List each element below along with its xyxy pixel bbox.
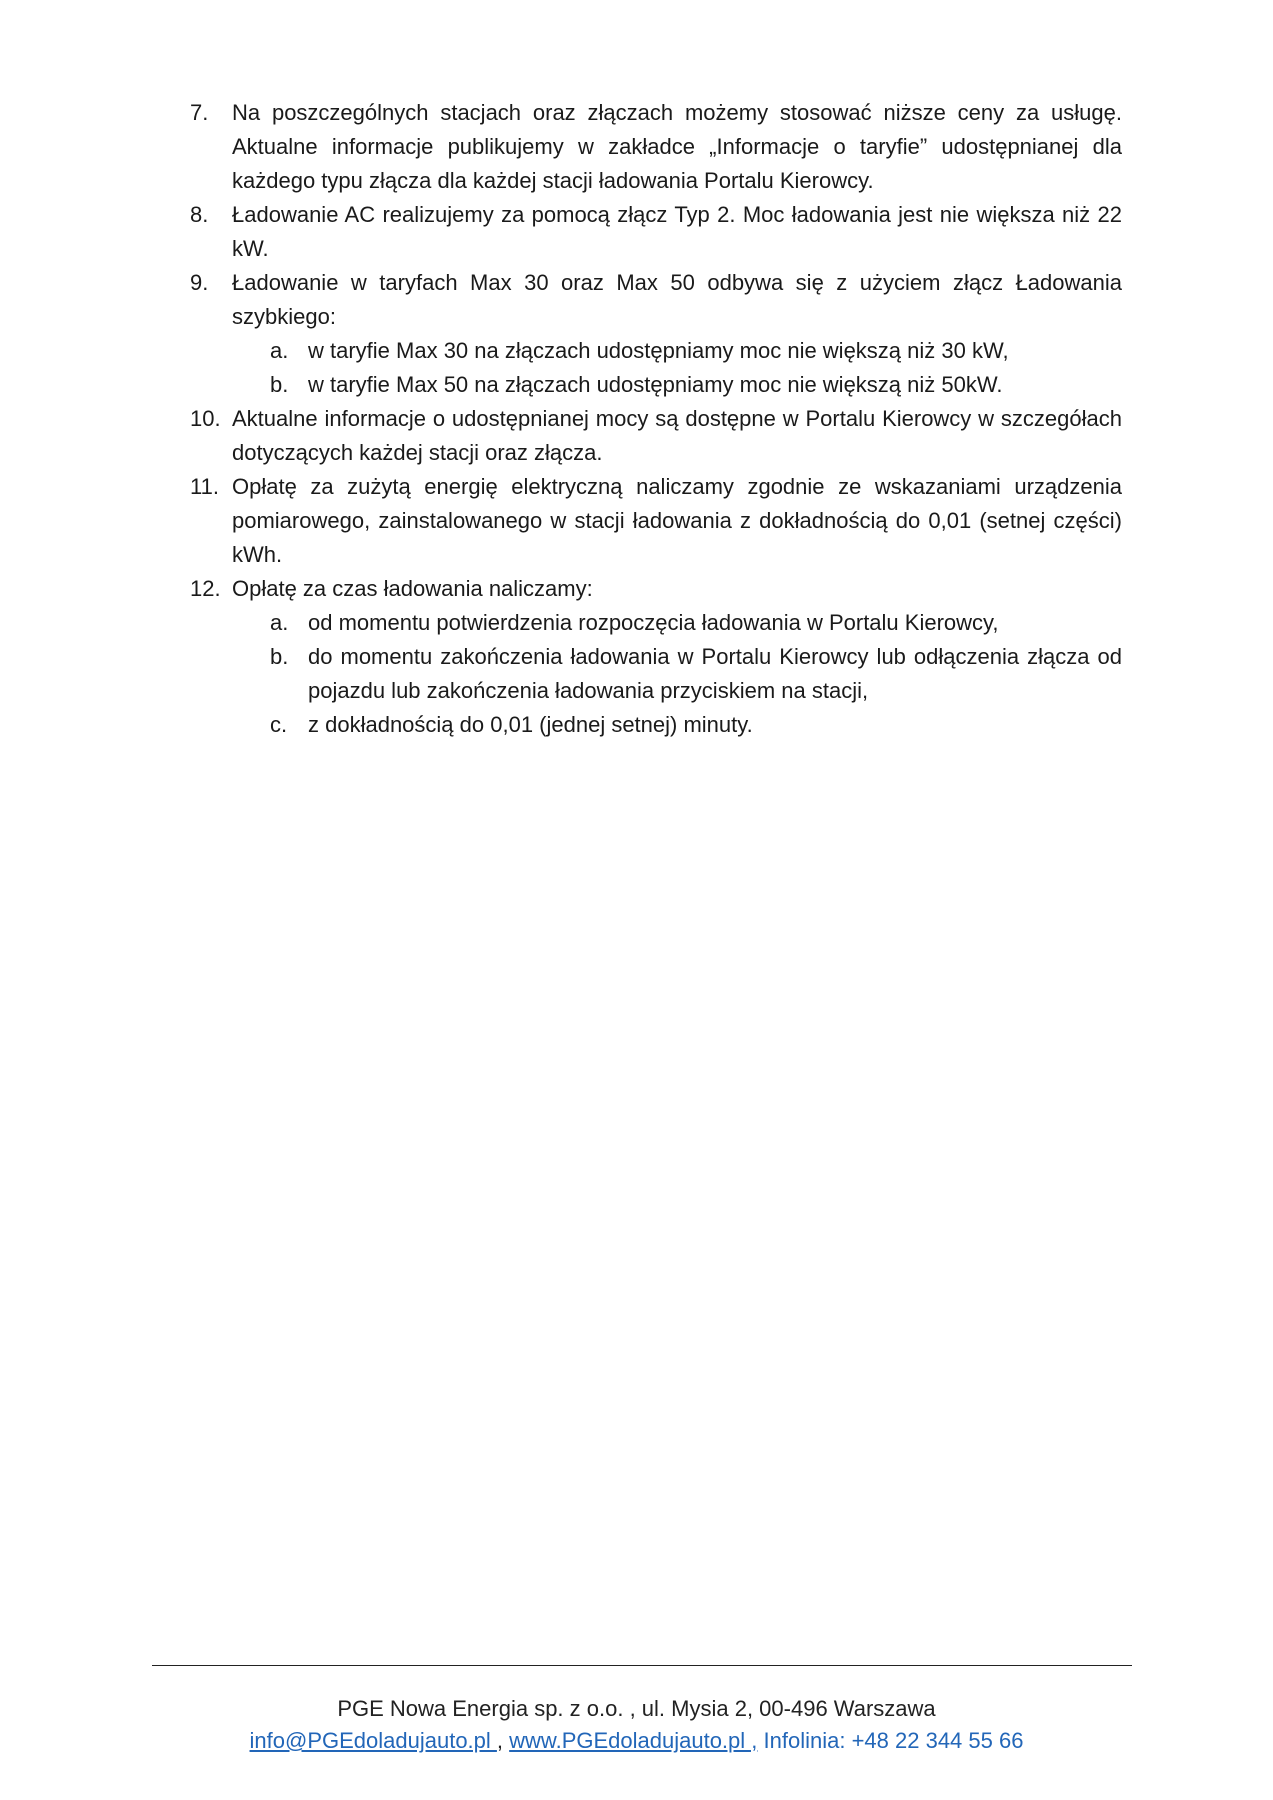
item-text: Opłatę za zużytą energię elektryczną naliczamy zgodnie ze wskazaniami urządzenia pomiarowego, zainstalowanego w stacji ładowania z dokładnością do 0,01 (setnej części) kWh.	[232, 474, 1122, 567]
list-item-10	[190, 402, 1122, 470]
item-number: 8.	[190, 202, 209, 227]
sub-item-text: w taryfie Max 30 na złączach udostępniamy moc nie większą niż 30 kW,	[308, 338, 1009, 363]
sub-item-letter: a.	[270, 610, 289, 635]
item-text: Ładowanie AC realizujemy za pomocą złącz Typ 2. Moc ładowania jest nie większa niż 22 kW.	[232, 202, 1122, 261]
sub-item-12c	[270, 708, 1122, 742]
item-text: Ładowanie w taryfach Max 30 oraz Max 50 odbywa się z użyciem złącz Ładowania szybkiego:	[232, 270, 1122, 329]
sub-item-text: w taryfie Max 50 na złączach udostępniamy moc nie większą niż 50kW.	[308, 372, 1003, 397]
footer-divider	[152, 1665, 1132, 1666]
sub-item-letter: c.	[270, 712, 288, 737]
item-number: 10.	[190, 406, 221, 431]
item-text: Na poszczególnych stacjach oraz złączach możemy stosować niższe ceny za usługę. Aktualne informacje publikujemy w zakładce „Informacje o taryfie” udostępnianej dla każdego typu złącza dla każdej stacji ładowania Portalu Kierowcy.	[232, 100, 1122, 193]
sub-item-letter: a.	[270, 338, 289, 363]
footer-company: PGE Nowa Energia sp. z o.o. , ul. Mysia 2, 00-496 Warszawa	[337, 1696, 936, 1721]
list-item-8	[190, 198, 1122, 266]
item-number: 12.	[190, 576, 221, 601]
sub-item-9b	[270, 368, 1122, 402]
list-item-12	[190, 572, 1122, 606]
list-item-11	[190, 470, 1122, 572]
sub-item-letter: b.	[270, 372, 289, 397]
email-link[interactable]: info@PGEdoladujauto.pl	[249, 1728, 497, 1753]
sub-item-12a	[270, 606, 1122, 640]
terms-list	[190, 96, 1122, 742]
infoline-text: Infolinia: +48 22 344 55 66	[757, 1728, 1024, 1753]
sub-item-letter: b.	[270, 644, 289, 669]
item-number: 9.	[190, 270, 209, 295]
website-link[interactable]: www.PGEdoladujauto.pl ,	[509, 1728, 758, 1753]
item-text: Opłatę za czas ładowania naliczamy:	[232, 576, 593, 601]
footer-contact	[0, 1726, 1273, 1756]
list-item-9	[190, 266, 1122, 334]
list-item-7	[190, 96, 1122, 198]
sub-item-9a	[270, 334, 1122, 368]
sub-item-text: z dokładnością do 0,01 (jednej setnej) minuty.	[308, 712, 753, 737]
sub-item-text: do momentu zakończenia ładowania w Portalu Kierowcy lub odłączenia złącza od pojazdu lub zakończenia ładowania przyciskiem na stacji,	[308, 644, 1122, 703]
sub-item-12b	[270, 640, 1122, 708]
footer-separator: ,	[496, 1728, 510, 1753]
item-number: 11.	[190, 474, 219, 499]
item-number: 7.	[190, 100, 209, 125]
sub-item-text: od momentu potwierdzenia rozpoczęcia ładowania w Portalu Kierowcy,	[308, 610, 999, 635]
item-text: Aktualne informacje o udostępnianej mocy są dostępne w Portalu Kierowcy w szczegółach dotyczących każdej stacji oraz złącza.	[232, 406, 1122, 465]
